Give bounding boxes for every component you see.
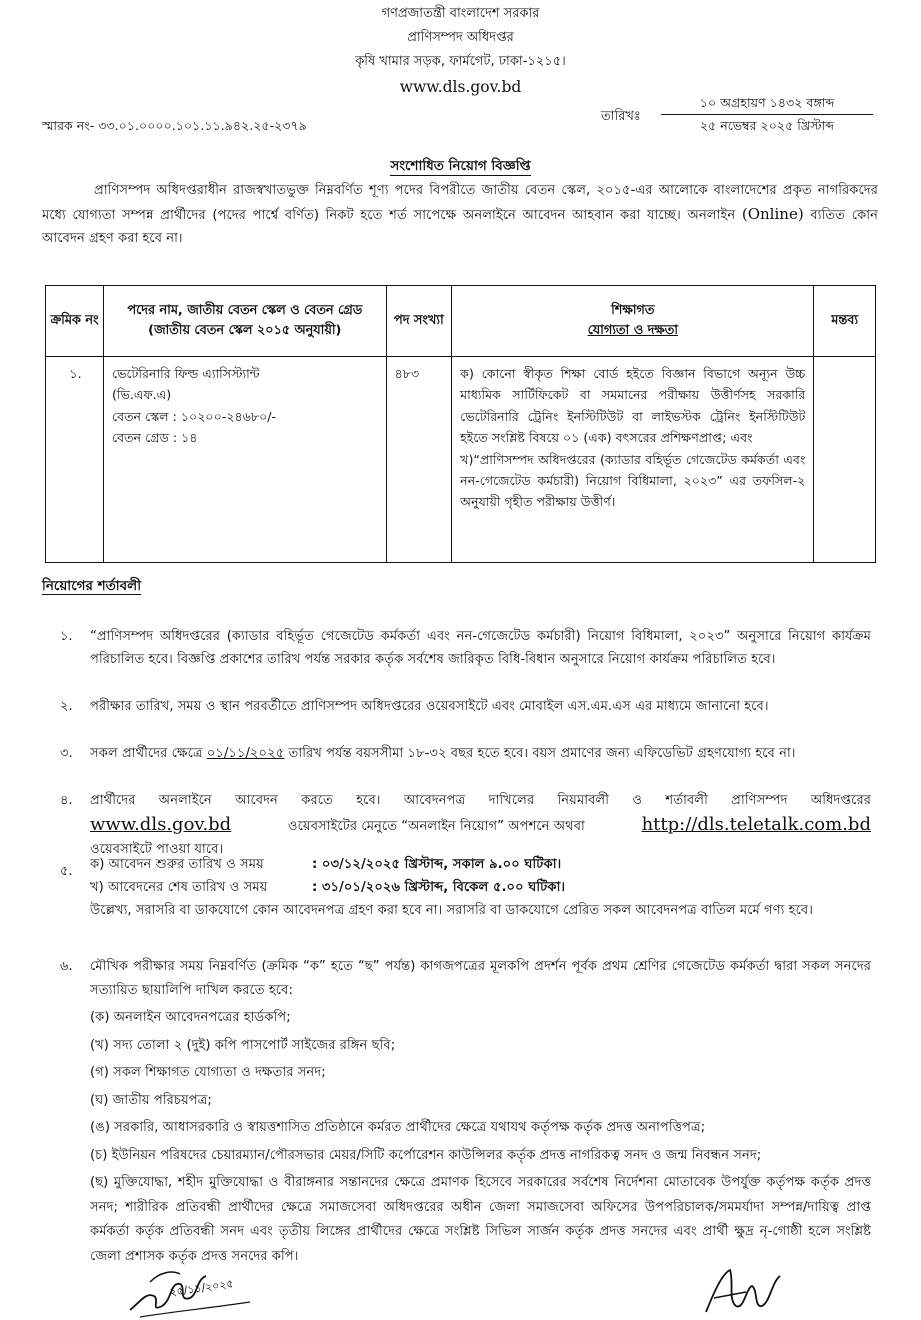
doc-item: (খ) সদ্য তোলা ২ (দুই) কপি পাসপোর্ট সাইজের রঙ্গিন ছবি;: [90, 1037, 396, 1053]
svg-text:২৫/১১/২০২৫: ২৫/১১/২০২৫: [168, 1277, 235, 1299]
doc-item: (গ) সকল শিক্ষাগত যোগ্যতা ও দক্ষতার সনদ;: [90, 1065, 326, 1080]
application-deadline: : ৩১/০১/২০২৬ খ্রিস্টাব্দ, বিকেল ৫.০০ ঘটিকা।: [312, 880, 566, 895]
condition-2: পরীক্ষার তারিখ, সময় ও স্থান পরবর্তীতে প্রাণিসম্পদ অধিদপ্তরের ওয়েবসাইটে এবং মোবাইল এস.এম.এস এর মাধ্যমে জানানো হবে।: [90, 699, 769, 714]
condition-4: প্রার্থীদের অনলাইনে আবেদন করতে হবে। আবেদনপত্র দাখিলের নিয়মাবলী ও শর্তাবলী প্রাণিসম্পদ অধিদপ্তরের www.dls.gov.bd ওয়েবসাইটের মেনুতে “অনলাইন নিয়োগ” অপশনে অথবা http://dls.teletalk.com.bd ওয়েবসাইটে পাওয়া যাবে।: [90, 793, 871, 857]
header-remarks: মন্তব্য: [814, 286, 876, 357]
doc-item: (ক) অনলাইন আবেদনপত্রের হার্ডকপি;: [90, 1010, 291, 1025]
condition-number: ৩.: [60, 746, 73, 761]
date-gregorian: ২৫ নভেম্বর ২০২৫ খ্রিস্টাব্দ: [661, 114, 873, 137]
conditions-heading: নিয়োগের শর্তাবলী: [42, 578, 142, 594]
condition-number: ৬.: [60, 959, 73, 974]
table-row: [46, 357, 876, 563]
condition-1: “প্রাণিসম্পদ অধিদপ্তরের (ক্যাডার বহির্ভূত গেজেটেড কর্মকর্তা এবং নন-গেজেটেড কর্মচারী) নিয়োগ বিধিমালা, ২০২৩” অনুসারে নিয়োগ কার্যক্রম পরিচালিত হবে। বিজ্ঞপ্তি প্রকাশের তারিখ পর্যন্ত সরকার কর্তৃক সর্বশেষ জারিকৃত বিধি-বিধান অনুসারে নিয়োগ কার্যক্রম পরিচালিত হবে।: [90, 629, 871, 667]
application-start: : ০৩/১২/২০২৫ খ্রিস্টাব্দ, সকাল ৯.০০ ঘটিকা।: [312, 857, 562, 872]
condition-number: ২.: [60, 699, 73, 714]
office-address: কৃষি খামার সড়ক, ফার্মগেট, ঢাকা-১২১৫।: [355, 54, 566, 69]
row-remarks: [814, 357, 876, 563]
age-cutoff-date: ০১/১১/২০২৫: [206, 746, 285, 761]
gov-name: গণপ্রজাতন্ত্রী বাংলাদেশ সরকার: [381, 6, 540, 21]
condition-number: ১.: [60, 629, 73, 644]
dls-website-link[interactable]: www.dls.gov.bd: [90, 814, 232, 835]
condition-3: সকল প্রার্থীদের ক্ষেত্রে ০১/১১/২০২৫ তারিখ পর্যন্ত বয়সসীমা ১৮-৩২ বছর হতে হবে। বয়স প্রমাণের জন্য এফিডেভিট গ্রহণযোগ্য হবে না।: [90, 746, 796, 761]
doc-item: (ঙ) সরকারি, আধাসরকারি ও স্বায়ত্তশাসিত প্রতিষ্ঠানে কর্মরত প্রার্থীদের ক্ষেত্রে যথাযথ কর্তৃপক্ষ কর্তৃক প্রদত্ত অনাপত্তিপত্র;: [90, 1120, 706, 1135]
condition-6: মৌখিক পরীক্ষার সময় নিম্নবর্ণিত (ক্রমিক “ক” হতে “ছ” পর্যন্ত) কাগজপত্রের মূলকপি প্রদর্শন পূর্বক প্রথম শ্রেণির গেজেটেড কর্মকর্তা দ্বারা সকল সনদের সত্যায়িত ছায়ালিপি দাখিল করতে হবে: (ক) অনলাইন আবেদনপত্রের হার্ডকপি; (খ) সদ্য তোলা ২ (দুই) কপি পাসপোর্ট সাইজের রঙ্গিন ছবি; (গ) সকল শিক্ষাগত যোগ্যতা ও দক্ষতার সনদ; (ঘ) জাতীয় পরিচয়পত্র; (ঙ) সরকারি, আধাসরকারি ও স্বায়ত্তশাসিত প্রতিষ্ঠানে কর্মরত প্রার্থীদের ক্ষেত্রে যথাযথ কর্তৃপক্ষ কর্তৃক প্রদত্ত অনাপত্তিপত্র; (চ) ইউনিয়ন পরিষদের চেয়ারম্যান/পৌরসভার মেয়র/সিটি কর্পোরেশন কাউন্সিলর কর্তৃক প্রদত্ত নাগরিকত্ব সনদ ও জন্ম নিবন্ধন সনদ; (ছ) মুক্তিযোদ্ধা, শহীদ মুক্তিযোদ্ধা ও বীরাঙ্গনার সন্তানদের ক্ষেত্রে প্রমাণক হিসেবে সরকারের সর্বশেষ নির্দেশনা মোতাবেক উপর্যুক্ত কর্তৃপক্ষ কর্তৃক প্রদত্ত সনদ; শারীরিক প্রতিবন্ধী প্রার্থীদের ক্ষেত্রে সমাজসেবা অধিদপ্তরের অধীন জেলা সমাজসেবা অফিসের উপপরিচালক/সমমর্যাদা সম্পন্ন/দায়িত্ব প্রাপ্ত কর্মকর্তা কর্তৃক প্রতিবন্ধী সনদ এবং তৃতীয় লিঙ্গের প্রার্থীদের ক্ষেত্রে সংশ্লিষ্ট সিভিল সার্জন কর্তৃক প্রদত্ত সনদের এবং প্রার্থী ক্ষুদ্র নৃ-গোষ্ঠী হলে সংশ্লিষ্ট জেলা প্রশাসক কর্তৃক প্রদত্ত সনদের কপি।: [90, 955, 871, 1269]
row-count: ৪৮৩: [386, 357, 452, 563]
row-qualification: ক) কোনো স্বীকৃত শিক্ষা বোর্ড হইতে বিজ্ঞান বিভাগে অন্যূন উচ্চ মাধ্যমিক সার্টিফিকেট বা সমমানের পরীক্ষায় উত্তীর্ণসহ সরকারি ভেটেরিনারি ট্রেনিং ইনস্টিটিউট বা লাইভস্টক ট্রেনিং ইনস্টিটিউট হইতে সংশ্লিষ্ট বিষয়ে ০১ (এক) বৎসরের প্রশিক্ষণপ্রাপ্ত; এবং খ)“প্রাণিসম্পদ অধিদপ্তরের (ক্যাডার বহির্ভূত গেজেটেড কর্মকর্তা এবং নন-গেজেটেড কর্মচারী) নিয়োগ বিধিমালা, ২০২৩” এর তফসিল-২ অনুযায়ী গৃহীত পরীক্ষায় উত্তীর্ণ।: [452, 357, 814, 563]
date-bangla: ১০ অগ্রহায়ণ ১৪৩২ বঙ্গাব্দ: [699, 95, 835, 110]
table-header-row: [46, 286, 876, 357]
doc-item: (ছ) মুক্তিযোদ্ধা, শহীদ মুক্তিযোদ্ধা ও বীরাঙ্গনার সন্তানদের ক্ষেত্রে প্রমাণক হিসেবে সরকারের সর্বশেষ নির্দেশনা মোতাবেক উপর্যুক্ত কর্তৃপক্ষ কর্তৃক প্রদত্ত সনদ; শারীরিক প্রতিবন্ধী প্রার্থীদের ক্ষেত্রে সমাজসেবা অধিদপ্তরের অধীন জেলা সমাজসেবা অফিসের উপপরিচালক/সমমর্যাদা সম্পন্ন/দায়িত্ব প্রাপ্ত কর্মকর্তা কর্তৃক প্রতিবন্ধী সনদ এবং তৃতীয় লিঙ্গের প্রার্থীদের ক্ষেত্রে সংশ্লিষ্ট সিভিল সার্জন কর্তৃক প্রদত্ত সনদের এবং প্রার্থী ক্ষুদ্র নৃ-গোষ্ঠী হলে সংশ্লিষ্ট জেলা প্রশাসক কর্তৃক প্রদত্ত সনদের কপি।: [90, 1175, 871, 1264]
condition-number: ৫.: [60, 864, 73, 879]
office-website[interactable]: www.dls.gov.bd: [399, 78, 522, 96]
date-label: তারিখঃ: [601, 109, 641, 124]
condition-number: ৪.: [60, 793, 73, 808]
header-post: পদের নাম, জাতীয় বেতন স্কেল ও বেতন গ্রেড (জাতীয় বেতন স্কেল ২০১৫ অনুযায়ী): [103, 286, 386, 357]
vacancy-table: [45, 285, 876, 563]
header-count: পদ সংখ্যা: [386, 286, 452, 357]
doc-item: (ঘ) জাতীয় পরিচয়পত্র;: [90, 1092, 212, 1108]
right-signature: [700, 1262, 790, 1320]
row-serial: ১.: [46, 357, 104, 563]
header-serial: ক্রমিক নং: [46, 286, 104, 357]
header-qualification: শিক্ষাগত যোগ্যতা ও দক্ষতা: [452, 286, 814, 357]
office-name: প্রাণিসম্পদ অধিদপ্তর: [407, 30, 514, 45]
notice-title: সংশোধিত নিয়োগ বিজ্ঞপ্তি: [390, 158, 531, 174]
memo-number: স্মারক নং- ৩৩.০১.০০০০.১০১.১১.৯৪২.২৫-২৩৭৯: [42, 118, 307, 133]
doc-item: (চ) ইউনিয়ন পরিষদের চেয়ারম্যান/পৌরসভার মেয়র/সিটি কর্পোরেশন কাউন্সিলর কর্তৃক প্রদত্ত নাগরিকত্ব সনদ ও জন্ম নিবন্ধন সনদ;: [90, 1147, 762, 1163]
intro-paragraph: প্রাণিসম্পদ অধিদপ্তরাধীন রাজস্বখাতভুক্ত নিম্নবর্ণিত শূণ্য পদের বিপরীতে জাতীয় বেতন স্কেল, ২০১৫-এর আলোকে বাংলাদেশের প্রকৃত নাগরিকদের মধ্যে যোগ্যতা সম্পন্ন প্রার্থীদের (পদের পার্শ্বে বর্ণিত) নিকট হতে শর্ত সাপেক্ষে অনলাইনে আবেদন আহবান করা যাচ্ছে। অনলাইন (Online) ব্যতিত কোন আবেদন গ্রহণ করা হবে না।: [42, 183, 878, 246]
date-box: [661, 92, 873, 137]
condition-5: ক) আবেদন শুরুর তারিখ ও সময় : ০৩/১২/২০২৫ খ্রিস্টাব্দ, সকাল ৯.০০ ঘটিকা। খ) আবেদনের শেষ তারিখ ও সময় : ৩১/০১/২০২৬ খ্রিস্টাব্দ, বিকেল ৫.০০ ঘটিকা। উল্লেখ্য, সরাসরি বা ডাকযোগে কোন আবেদনপত্র গ্রহণ করা হবে না। সরাসরি বা ডাকযোগে প্রেরিত সকল আবেদনপত্র বাতিল মর্মে গণ্য হবে।: [90, 857, 813, 918]
teletalk-link[interactable]: http://dls.teletalk.com.bd: [641, 814, 871, 835]
left-signature: [120, 1262, 270, 1320]
row-post: ভেটেরিনারি ফিল্ড এ্যাসিস্ট্যান্ট (ভি.এফ.এ) বেতন স্কেল : ১০২০০-২৪৬৮০/- বেতন গ্রেড : ১৪: [103, 357, 386, 563]
